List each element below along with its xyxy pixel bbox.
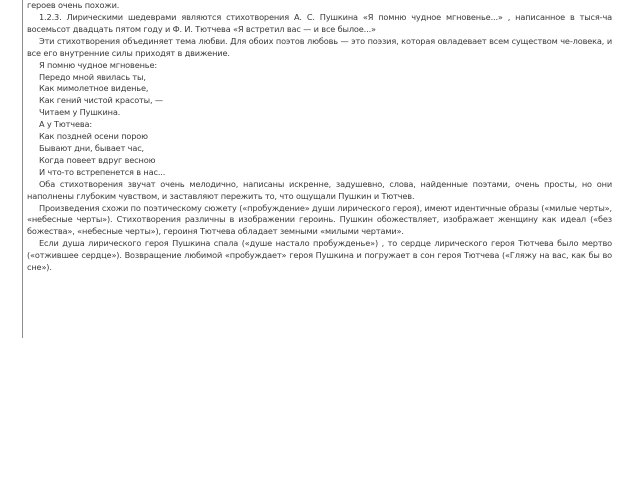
verse-line: И что-то встрепенется в нас... [39,166,166,177]
document-body [27,0,612,274]
melodic-paragraph: Оба стихотворения звучат очень мелодично, написаны искренне, задушевно, слова, найденные поэтами, очень просты, но они наполнены глубоким чувством, и заставляют пережить то, что ощущали Пушкин и Тютчев. [27,178,612,201]
verse-line: Бывают дни, бывает час, [39,142,145,153]
similar-paragraph: Произведения схожи по поэтическому сюжету («пробуждение» души лирического героя), имеют идентичные образы («милые черты», «небесные черты»). Стихотворения различны в изображении героинь. Пушкин обожествляет, изображает женщину как идеал («без божества», «небесные черты»), героиня Тютчева обладает земными «милыми чертами». [27,202,612,237]
verse-line: Как мимолетное виденье, [39,83,149,94]
verse-line: Я помню чудное мгновенье: [39,59,157,70]
heading-paragraph: 1.2.3. Лирическими шедеврами являются стихотворения А. С. Пушкина «Я помню чудное мгновенье...» , написанное в тыся-ча восемьсот двадцать пятом году и Ф. И. Тютчева «Я встретил вас — и все былое...» [27,12,612,34]
verse-line: Как поздней осени порою [39,131,148,142]
verse-line: Когда повеет вдруг весною [39,154,156,165]
verse-line: Как гений чистой красоты, — [39,95,163,106]
tyutchev-quote [27,119,612,179]
verse-line: Читаем у Пушкина. [39,107,121,118]
verse-line: А у Тютчева: [39,119,92,130]
pushkin-quote [27,60,612,120]
cut-off-line: героев очень похожи. [27,0,120,10]
verse-line: Передо мной явилась ты, [39,71,146,82]
theme-paragraph: Эти стихотворения объединяет тема любви. Для обоих поэтов любовь — это поэзия, которая овладевает всем существом че-ловека, и все его внутренние силы приходят в движение. [27,35,612,58]
page-left-edge [22,0,23,338]
soul-paragraph: Если душа лирического героя Пушкина спала («душе настало пробужденье») , то сердце лирического героя Тютчева было мертво («отжившее сердце»). Возвращение любимой «пробуждает» героя Пушкина и погружает в сон героя Тютчева («Гляжу на вас, как бы во сне»). [27,238,612,273]
